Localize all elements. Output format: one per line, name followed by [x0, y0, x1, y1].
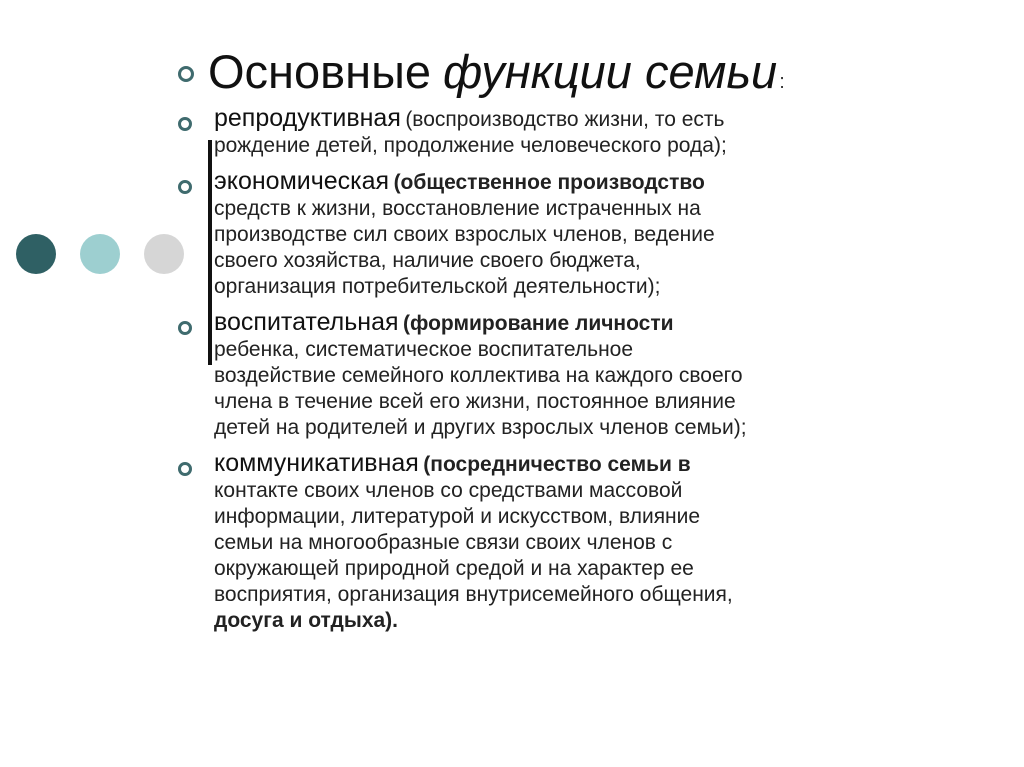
item-desc-line: производстве сил своих взрослых членов, ведение: [214, 223, 715, 246]
function-list: [176, 104, 906, 642]
item-desc-line: средств к жизни, восстановление истраченных на: [214, 197, 701, 220]
decorative-dots: [16, 234, 184, 274]
item-desc-line: информации, литературой и искусством, влияние: [214, 505, 701, 528]
list-item-reproductive: [176, 104, 906, 159]
title-bullet-icon: [178, 66, 194, 82]
item-desc-first: (общественное производство: [393, 171, 705, 194]
item-desc-line: члена в течение всей его жизни, постоянное влияние: [214, 390, 736, 413]
item-desc-first: (посредничество семьи в: [423, 453, 691, 476]
item-desc-line: семьи на многообразные связи своих членов с: [214, 531, 673, 554]
item-desc-line: досуга и отдыха).: [214, 609, 399, 632]
slide-title: [178, 44, 785, 99]
list-item-communicative: [176, 449, 906, 634]
bullet-icon: [178, 180, 192, 194]
item-desc-line: восприятия, организация внутрисемейного общения,: [214, 583, 733, 606]
item-desc-first: (формирование личности: [403, 312, 674, 335]
item-term: экономическая: [214, 167, 390, 195]
list-item-educational: [176, 308, 906, 441]
dark-teal-dot: [16, 234, 56, 274]
item-desc-line: окружающей природной средой и на характер ее: [214, 557, 694, 580]
title-colon: :: [779, 71, 785, 93]
bullet-icon: [178, 321, 192, 335]
item-term: коммуникативная: [214, 449, 419, 477]
bullet-icon: [178, 117, 192, 131]
item-desc-line: ребенка, систематическое воспитательное: [214, 338, 634, 361]
title-emphasis-text: функции семьи: [443, 45, 778, 98]
item-desc-line: рождение детей, продолжение человеческого рода);: [214, 134, 727, 157]
item-term: воспитательная: [214, 308, 399, 336]
item-desc-line: организация потребительской деятельности);: [214, 275, 661, 298]
list-item-economic: [176, 167, 906, 300]
item-desc-line: контакте своих членов со средствами массовой: [214, 479, 683, 502]
title-main-text: Основные: [208, 45, 431, 98]
item-desc-line: детей на родителей и других взрослых членов семьи);: [214, 416, 747, 439]
light-teal-dot: [80, 234, 120, 274]
item-desc-line: своего хозяйства, наличие своего бюджета,: [214, 249, 641, 272]
item-term: репродуктивная: [214, 104, 401, 132]
bullet-icon: [178, 462, 192, 476]
item-desc-first: (воспроизводство жизни, то есть: [405, 108, 725, 131]
item-desc-line: воздействие семейного коллектива на каждого своего: [214, 364, 743, 387]
